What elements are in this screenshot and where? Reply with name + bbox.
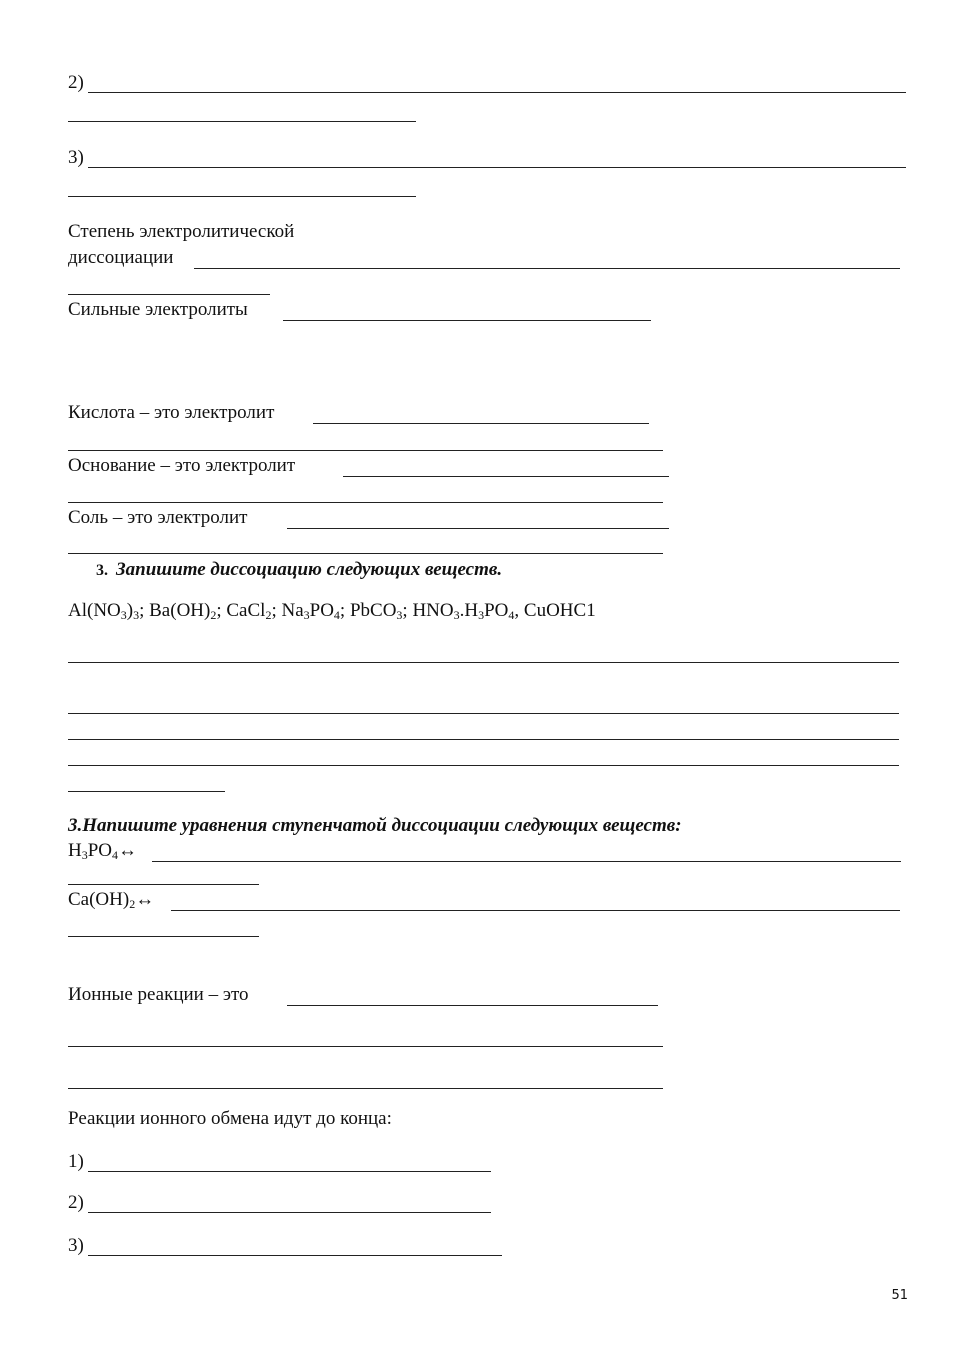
equilibrium-arrow: ↔ — [135, 889, 155, 910]
task-title: Запишите диссоциацию следующих веществ. — [116, 559, 503, 580]
answer-line[interactable] — [68, 739, 899, 740]
degree-label-line1: Степень электролитической — [68, 221, 295, 242]
answer-line[interactable] — [287, 528, 669, 529]
ion-exchange-label: Реакции ионного обмена идут до конца: — [68, 1108, 392, 1129]
answer-line[interactable] — [287, 1005, 658, 1006]
answer-line[interactable] — [88, 1171, 491, 1172]
answer-line[interactable] — [171, 910, 900, 911]
condition-2-label: 2) — [68, 1192, 84, 1213]
answer-line[interactable] — [343, 476, 669, 477]
answer-line[interactable] — [68, 294, 270, 295]
salt-label: Соль – это электролит — [68, 507, 248, 528]
answer-line[interactable] — [194, 268, 900, 269]
answer-line[interactable] — [68, 1046, 663, 1047]
ionic-reactions-label: Ионные реакции – это — [68, 984, 249, 1005]
answer-line[interactable] — [313, 423, 649, 424]
answer-line[interactable] — [68, 1088, 663, 1089]
page-number: 51 — [891, 1288, 908, 1303]
strong-electrolytes-label: Сильные электролиты — [68, 299, 248, 320]
formula-list: $Al(NO_3)_3$; $Ba(OH)_2$; CaCl$_2$; $Na_3PO_4$; PbCO$_3$; $HNO_3.H_3PO_4$, CuOHC1 — [68, 600, 596, 622]
answer-line[interactable] — [68, 553, 663, 554]
condition-1-label: 1) — [68, 1151, 84, 1172]
answer-line[interactable] — [68, 884, 259, 885]
answer-line[interactable] — [68, 713, 899, 714]
answer-line[interactable] — [68, 502, 663, 503]
answer-line[interactable] — [152, 861, 901, 862]
answer-line[interactable] — [68, 450, 663, 451]
answer-line[interactable] — [88, 92, 906, 93]
base-label: Основание – это электролит — [68, 455, 296, 476]
answer-line[interactable] — [88, 167, 906, 168]
answer-line[interactable] — [68, 936, 259, 937]
equilibrium-arrow: ↔ — [118, 840, 138, 861]
item-2-label: 2) — [68, 72, 84, 93]
task-number: 3. — [96, 562, 108, 579]
degree-label-line2: диссоциации — [68, 247, 174, 268]
answer-line[interactable] — [68, 121, 416, 122]
task-stepwise-heading: 3.Напишите уравнения ступенчатой диссоциации следующих веществ: — [68, 815, 682, 836]
answer-line[interactable] — [88, 1212, 491, 1213]
caoh2-formula: $Ca(OH)_2\leftrightarrow$ — [68, 889, 155, 911]
answer-line[interactable] — [68, 791, 225, 792]
answer-line[interactable] — [68, 196, 416, 197]
answer-line[interactable] — [68, 765, 899, 766]
answer-line[interactable] — [283, 320, 651, 321]
h3po4-formula: $H_3PO_4\leftrightarrow$ — [68, 840, 138, 862]
acid-label: Кислота – это электролит — [68, 402, 275, 423]
condition-3-label: 3) — [68, 1235, 84, 1256]
item-3-label: 3) — [68, 147, 84, 168]
answer-line[interactable] — [68, 662, 899, 663]
task-dissociation-heading — [96, 559, 502, 582]
answer-line[interactable] — [88, 1255, 502, 1256]
